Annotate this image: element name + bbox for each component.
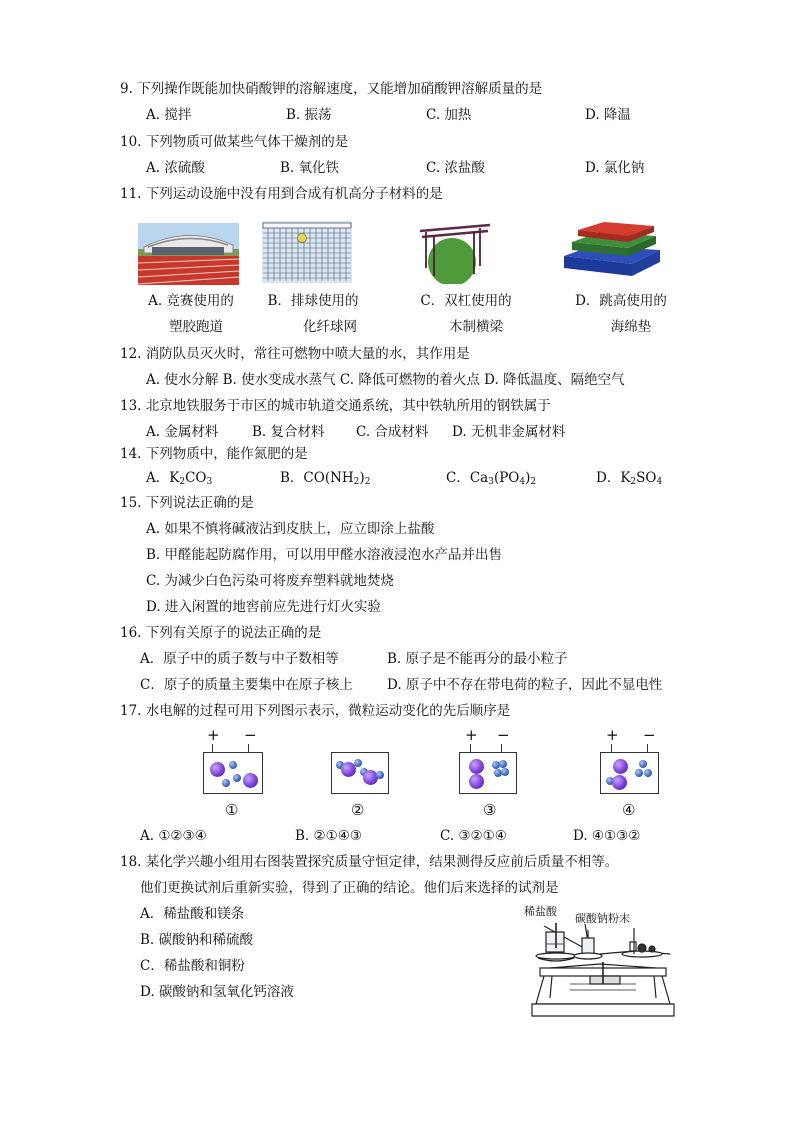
q17-option-a: A. ①②③④: [140, 828, 207, 844]
high-jump-mat-image: [562, 220, 662, 278]
q11-option-d-line1: D．跳高使用的: [575, 293, 667, 309]
q18-option-c: C．稀盐酸和铜粉: [140, 958, 245, 974]
question-14-stem: 14. 下列物质中，能作氮肥的是: [120, 446, 308, 462]
hydrogen-atom: [639, 760, 647, 768]
question-18-stem-line2: 他们更换试剂后重新实验，得到了正确的结论。他们后来选择的试剂是: [140, 880, 559, 896]
oxygen-atom: [469, 774, 484, 789]
q9-option-d: D. 降温: [585, 107, 631, 123]
q18-option-b: B. 碳酸钠和稀硫酸: [140, 932, 254, 948]
q9-option-b: B. 振荡: [286, 107, 332, 123]
electrolysis-cell: [203, 752, 263, 794]
q11-option-c-line2: 木制横梁: [449, 319, 503, 335]
track-stadium-image: [138, 223, 239, 285]
hydrogen-atom: [501, 768, 509, 776]
hydrogen-atom: [376, 771, 384, 779]
diagram-label-4: ④: [622, 801, 636, 819]
q11-option-d-line2: 海绵垫: [610, 319, 652, 335]
question-9-stem: 9. 下列操作既能加快硝酸钾的溶解速度，又能增加硝酸钾溶解质量的是: [120, 81, 543, 97]
electrolysis-cell: [459, 752, 517, 794]
q18-option-d: D. 碳酸钠和氢氧化钙溶液: [140, 984, 294, 1000]
q17-option-d: D. ④①③②: [573, 828, 641, 844]
oxygen-atom: [243, 773, 258, 788]
q16-option-b: B. 原子是不能再分的最小粒子: [387, 651, 568, 667]
q13-option-d: D. 无机非金属材料: [452, 424, 566, 440]
diagram-label-2: ②: [351, 801, 365, 819]
positive-electrode-sign: +: [207, 726, 220, 744]
q13-option-a: A. 金属材料: [146, 424, 219, 440]
q18-option-a: A．稀盐酸和镁条: [140, 906, 245, 922]
hydrogen-atom: [229, 761, 237, 769]
q11-option-c-line1: C．双杠使用的: [420, 293, 512, 309]
q14-option-a: A．$K_2CO_3$: [146, 470, 213, 487]
q9-option-a: A. 搅拌: [146, 107, 192, 123]
hydrogen-atom: [499, 760, 507, 768]
q11-option-a-line2: 塑胶跑道: [169, 319, 223, 335]
q17-option-c: C. ③②①④: [440, 828, 507, 844]
parallel-bars-image: [410, 220, 496, 284]
q13-option-c: C. 合成材料: [356, 424, 429, 440]
q15-option-b: B. 甲醛能起防腐作用，可以用甲醛水溶液浸泡水产品并出售: [146, 547, 503, 563]
q14-option-b: B．$CO(NH_2)_2$: [280, 470, 371, 487]
q12-options: A. 使水分解 B. 使水变成水蒸气 C. 降低可燃物的着火点 D. 降低温度、隔绝空气: [146, 372, 625, 388]
hydrogen-atom: [644, 769, 652, 777]
q11-option-b-line1: B．排球使用的: [267, 293, 359, 309]
question-11-stem: 11. 下列运动设施中没有用到合成有机高分子材料的是: [120, 186, 443, 202]
question-16-stem: 16. 下列有关原子的说法正确的是: [120, 625, 322, 641]
negative-electrode-sign: −: [244, 726, 257, 744]
q16-option-d: D. 原子中不存在带电荷的粒子，因此不显电性: [387, 677, 663, 693]
oxygen-atom: [613, 759, 628, 774]
diagram-label-1: ①: [225, 801, 239, 819]
hydrogen-atom: [233, 774, 241, 782]
question-18-stem-line1: 18. 某化学兴趣小组用右图装置探究质量守恒定律，结果测得反应前后质量不相等。: [120, 854, 619, 870]
q11-option-a-line1: A. 竞赛使用的: [148, 293, 234, 309]
question-12-stem: 12. 消防队员灭火时，常往可燃物中喷大量的水，其作用是: [120, 346, 470, 362]
question-10-stem: 10. 下列物质可做某些气体干燥剂的是: [120, 134, 349, 150]
oxygen-atom: [612, 775, 627, 790]
q14-option-c: C．$Ca_3(PO_4)_2$: [446, 470, 537, 487]
volleyball-net-image: [262, 221, 352, 283]
q15-option-d: D. 进入闲置的地窖前应先进行灯火实验: [146, 599, 381, 615]
question-13-stem: 13. 北京地铁服务于市区的城市轨道交通系统，其中铁轨所用的钢铁属于: [120, 398, 551, 414]
q9-option-c: C. 加热: [426, 107, 472, 123]
q10-option-d: D. 氯化钠: [585, 160, 645, 176]
balance-apparatus-diagram: [530, 918, 676, 1020]
q15-option-a: A. 如果不慎将碱液沾到皮肤上，应立即涂上盐酸: [146, 521, 435, 537]
q15-option-c: C. 为减少白色污染可将废弃塑料就地焚烧: [146, 573, 394, 589]
hydrogen-atom: [354, 759, 362, 767]
question-17-stem: 17. 水电解的过程可用下列图示表示，微粒运动变化的先后顺序是: [120, 703, 511, 719]
oxygen-atom: [469, 759, 484, 774]
q10-option-c: C. 浓盐酸: [426, 160, 485, 176]
q10-option-b: B. 氧化铁: [280, 160, 340, 176]
oxygen-atom: [210, 762, 225, 777]
positive-electrode-sign: +: [606, 726, 619, 744]
hydrogen-atom: [635, 769, 643, 777]
q13-option-b: B. 复合材料: [252, 424, 325, 440]
question-15-stem: 15. 下列说法正确的是: [120, 495, 254, 511]
q10-option-a: A. 浓硫酸: [146, 160, 205, 176]
q14-option-d: D．$K_2SO_4$: [596, 470, 663, 487]
label-dilute-hcl: 稀盐酸: [524, 905, 557, 918]
electrolysis-cell: [600, 752, 659, 794]
q16-option-a: A．原子中的质子数与中子数相等: [140, 651, 339, 667]
electrolysis-cell: [331, 752, 389, 794]
q17-option-b: B. ②①④③: [295, 828, 362, 844]
q11-option-b-line2: 化纤球网: [303, 319, 357, 335]
hydrogen-atom: [222, 779, 230, 787]
negative-electrode-sign: −: [643, 726, 656, 744]
negative-electrode-sign: −: [497, 726, 510, 744]
diagram-label-3: ③: [483, 801, 497, 819]
q16-option-c: C．原子的质量主要集中在原子核上: [140, 677, 353, 693]
label-sodium-carbonate-powder: 碳酸钠粉末: [575, 912, 630, 925]
positive-electrode-sign: +: [465, 726, 478, 744]
